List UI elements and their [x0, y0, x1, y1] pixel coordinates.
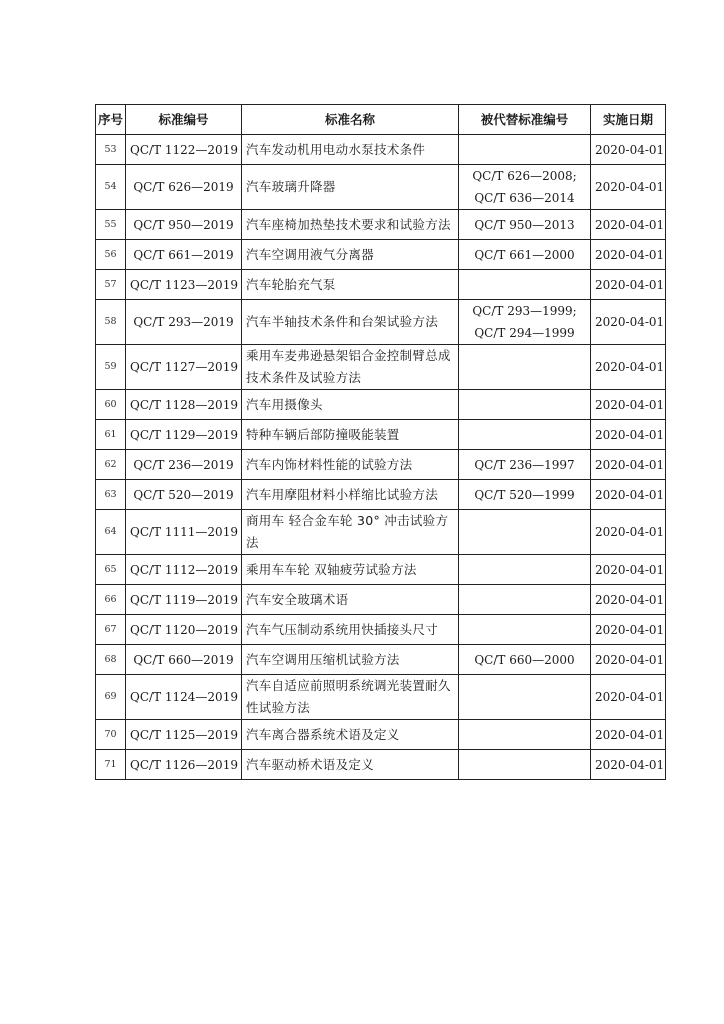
cell-name: 汽车用摩阻材料小样缩比试验方法 [242, 480, 459, 510]
cell-replaced [459, 720, 591, 750]
table-header-row [96, 105, 666, 135]
table-row [96, 750, 666, 780]
cell-no: 61 [96, 420, 126, 450]
cell-no: 57 [96, 270, 126, 300]
cell-date: 2020-04-01 [591, 615, 666, 645]
table-row [96, 390, 666, 420]
header-code: 标准编号 [126, 105, 242, 135]
table-row [96, 675, 666, 720]
cell-replaced [459, 165, 591, 210]
header-name: 标准名称 [242, 105, 459, 135]
cell-no: 56 [96, 240, 126, 270]
cell-replaced [459, 270, 591, 300]
table-row [96, 345, 666, 390]
cell-replaced-line: QC/T 636—2014 [474, 191, 575, 205]
cell-no: 63 [96, 480, 126, 510]
cell-date: 2020-04-01 [591, 420, 666, 450]
table-row [96, 510, 666, 555]
table-row [96, 300, 666, 345]
cell-replaced: QC/T 236—1997 [459, 450, 591, 480]
cell-code: QC/T 661—2019 [126, 240, 242, 270]
cell-name [242, 510, 459, 555]
header-replaced: 被代替标准编号 [459, 105, 591, 135]
cell-name-line: 商用车 轻合金车轮 30° 冲击试验方 [246, 513, 449, 528]
cell-replaced: QC/T 520—1999 [459, 480, 591, 510]
cell-code: QC/T 293—2019 [126, 300, 242, 345]
cell-date: 2020-04-01 [591, 240, 666, 270]
cell-name-line: 汽车自适应前照明系统调光装置耐久 [246, 678, 451, 693]
cell-no: 55 [96, 210, 126, 240]
cell-name: 汽车玻璃升降器 [242, 165, 459, 210]
cell-replaced [459, 675, 591, 720]
cell-code: QC/T 1119—2019 [126, 585, 242, 615]
cell-no: 68 [96, 645, 126, 675]
cell-date: 2020-04-01 [591, 210, 666, 240]
cell-name: 汽车半轴技术条件和台架试验方法 [242, 300, 459, 345]
cell-no: 69 [96, 675, 126, 720]
cell-code: QC/T 1126—2019 [126, 750, 242, 780]
cell-date: 2020-04-01 [591, 450, 666, 480]
cell-replaced [459, 585, 591, 615]
cell-replaced: QC/T 661—2000 [459, 240, 591, 270]
table-row [96, 555, 666, 585]
cell-code: QC/T 236—2019 [126, 450, 242, 480]
cell-date: 2020-04-01 [591, 720, 666, 750]
cell-name: 汽车轮胎充气泵 [242, 270, 459, 300]
cell-replaced: QC/T 660—2000 [459, 645, 591, 675]
cell-replaced [459, 345, 591, 390]
cell-code: QC/T 660—2019 [126, 645, 242, 675]
table-row [96, 270, 666, 300]
cell-date: 2020-04-01 [591, 135, 666, 165]
cell-date: 2020-04-01 [591, 345, 666, 390]
cell-code: QC/T 1128—2019 [126, 390, 242, 420]
cell-date: 2020-04-01 [591, 300, 666, 345]
cell-no: 62 [96, 450, 126, 480]
cell-name: 汽车用摄像头 [242, 390, 459, 420]
table-row [96, 210, 666, 240]
table-row [96, 450, 666, 480]
cell-name-line: 法 [246, 535, 259, 550]
cell-name: 乘用车车轮 双轴疲劳试验方法 [242, 555, 459, 585]
cell-replaced [459, 300, 591, 345]
cell-date: 2020-04-01 [591, 270, 666, 300]
cell-replaced [459, 420, 591, 450]
cell-replaced [459, 510, 591, 555]
cell-code: QC/T 1123—2019 [126, 270, 242, 300]
cell-date: 2020-04-01 [591, 585, 666, 615]
cell-no: 71 [96, 750, 126, 780]
standards-table [95, 104, 666, 780]
cell-replaced [459, 750, 591, 780]
cell-replaced [459, 390, 591, 420]
cell-no: 64 [96, 510, 126, 555]
cell-no: 65 [96, 555, 126, 585]
cell-name: 汽车离合器系统术语及定义 [242, 720, 459, 750]
cell-name: 汽车驱动桥术语及定义 [242, 750, 459, 780]
cell-replaced: QC/T 950—2013 [459, 210, 591, 240]
table-row [96, 720, 666, 750]
cell-name: 汽车内饰材料性能的试验方法 [242, 450, 459, 480]
cell-code: QC/T 1129—2019 [126, 420, 242, 450]
cell-no: 54 [96, 165, 126, 210]
table-body [96, 135, 666, 780]
cell-code: QC/T 1122—2019 [126, 135, 242, 165]
cell-date: 2020-04-01 [591, 390, 666, 420]
cell-code: QC/T 1127—2019 [126, 345, 242, 390]
cell-no: 53 [96, 135, 126, 165]
cell-name: 特种车辆后部防撞吸能装置 [242, 420, 459, 450]
cell-date: 2020-04-01 [591, 555, 666, 585]
cell-code: QC/T 626—2019 [126, 165, 242, 210]
cell-replaced [459, 615, 591, 645]
table-row [96, 240, 666, 270]
table-row [96, 165, 666, 210]
cell-name [242, 675, 459, 720]
cell-no: 66 [96, 585, 126, 615]
cell-date: 2020-04-01 [591, 645, 666, 675]
table-row [96, 480, 666, 510]
cell-date: 2020-04-01 [591, 165, 666, 210]
cell-date: 2020-04-01 [591, 750, 666, 780]
cell-code: QC/T 1124—2019 [126, 675, 242, 720]
cell-replaced [459, 135, 591, 165]
table-row [96, 645, 666, 675]
cell-date: 2020-04-01 [591, 480, 666, 510]
cell-replaced-line: QC/T 626—2008; [472, 169, 577, 183]
cell-code: QC/T 1120—2019 [126, 615, 242, 645]
cell-name: 汽车空调用液气分离器 [242, 240, 459, 270]
cell-no: 70 [96, 720, 126, 750]
cell-replaced-line: QC/T 293—1999; [472, 304, 577, 318]
cell-no: 60 [96, 390, 126, 420]
cell-code: QC/T 520—2019 [126, 480, 242, 510]
table-row [96, 615, 666, 645]
cell-name-line: 乘用车麦弗逊悬架铝合金控制臂总成 [246, 348, 451, 363]
cell-no: 67 [96, 615, 126, 645]
cell-date: 2020-04-01 [591, 675, 666, 720]
cell-code: QC/T 950—2019 [126, 210, 242, 240]
header-date: 实施日期 [591, 105, 666, 135]
cell-date: 2020-04-01 [591, 510, 666, 555]
cell-name: 汽车空调用压缩机试验方法 [242, 645, 459, 675]
cell-name: 汽车发动机用电动水泵技术条件 [242, 135, 459, 165]
header-no: 序号 [96, 105, 126, 135]
cell-name [242, 345, 459, 390]
cell-replaced-line: QC/T 294—1999 [474, 326, 575, 340]
cell-no: 59 [96, 345, 126, 390]
cell-name: 汽车气压制动系统用快插接头尺寸 [242, 615, 459, 645]
cell-name-line: 性试验方法 [246, 700, 311, 715]
table-row [96, 135, 666, 165]
cell-name: 汽车座椅加热垫技术要求和试验方法 [242, 210, 459, 240]
table-row [96, 585, 666, 615]
cell-name-line: 技术条件及试验方法 [246, 370, 362, 385]
cell-code: QC/T 1112—2019 [126, 555, 242, 585]
table-row [96, 420, 666, 450]
cell-code: QC/T 1125—2019 [126, 720, 242, 750]
cell-code: QC/T 1111—2019 [126, 510, 242, 555]
cell-replaced [459, 555, 591, 585]
cell-no: 58 [96, 300, 126, 345]
cell-name: 汽车安全玻璃术语 [242, 585, 459, 615]
